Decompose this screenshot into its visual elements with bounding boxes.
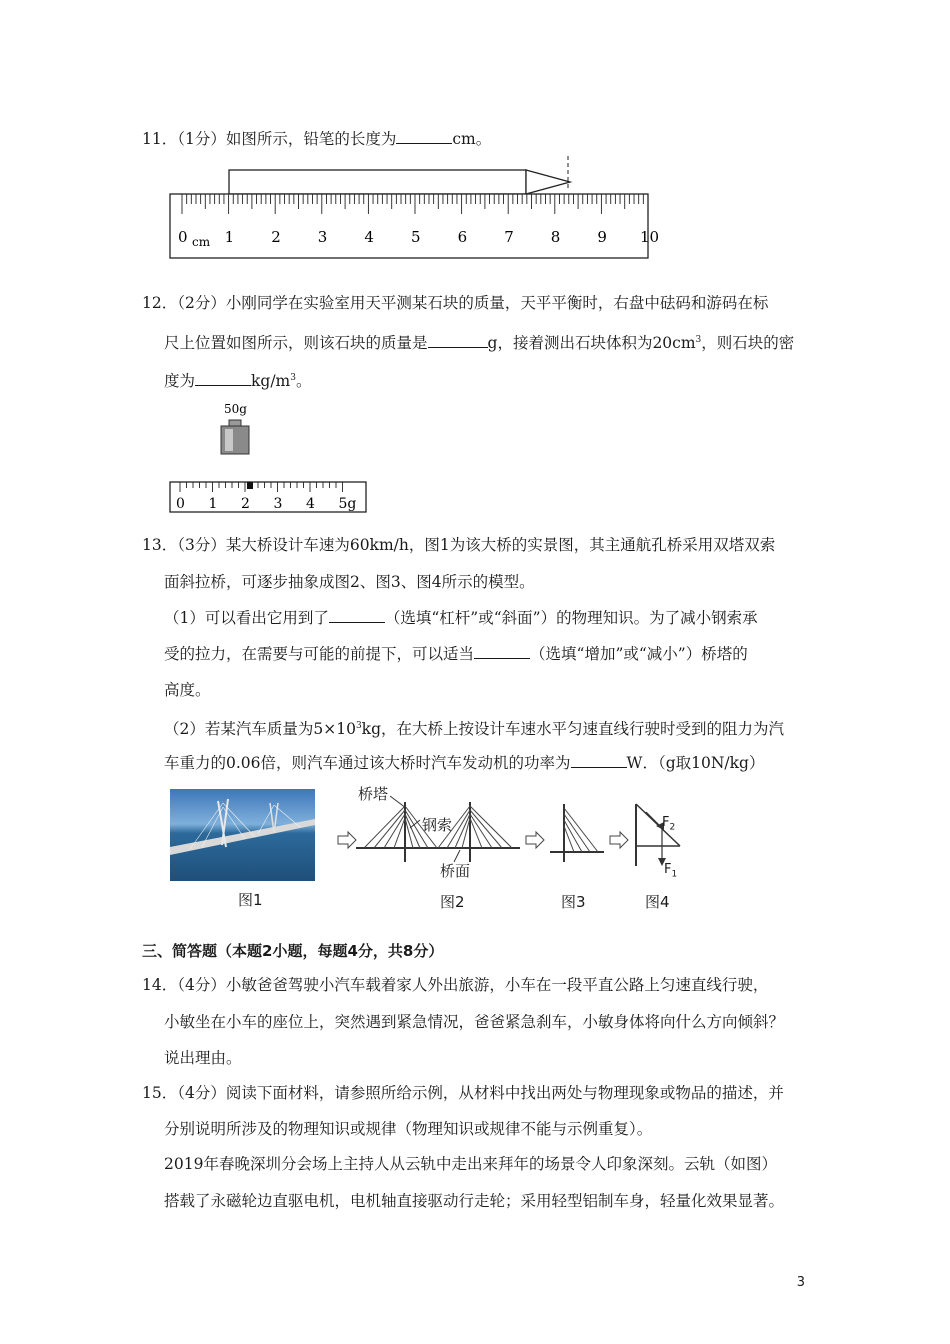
q13-line4: 受的拉力，在需要与可能的前提下，可以适当 （选填“增加”或“减小”）桥塔的 xyxy=(164,642,748,665)
q13-line1: 13．（3分）某大桥设计车速为60km/h，图1为该大桥的实景图，其主通航孔桥采用双塔双索 xyxy=(142,536,776,554)
q12-line3: 度为 $kg/m^3$。 xyxy=(164,367,312,392)
ruler-tick-label: 7 xyxy=(504,228,514,246)
q14-line2: 小敏坐在小车的座位上，突然遇到紧急情况，爸爸紧急刹车，小敏身体将向什么方向倾斜？ xyxy=(164,1013,785,1031)
q15-line2: 分别说明所涉及的物理知识或规律（物理知识或规律不能与示例重复）。 xyxy=(164,1120,653,1138)
ruler-tick-label: 2 xyxy=(271,228,281,246)
ruler-tick-label: 4 xyxy=(364,228,374,246)
ruler-tick-label: 3 xyxy=(317,228,328,246)
arrow-icon xyxy=(338,832,356,848)
bridge-photo xyxy=(170,789,315,881)
scale-tick-label: 2 xyxy=(241,496,250,512)
fig3-label: 图3 xyxy=(561,893,586,911)
rider-marker xyxy=(247,482,253,489)
label-deck: 桥面 xyxy=(440,862,471,880)
label-tower: 桥塔 xyxy=(358,785,389,803)
ruler-tick-label: 0 xyxy=(178,228,188,246)
ruler-pencil-figure xyxy=(168,152,660,262)
answer-blank[interactable] xyxy=(428,331,488,348)
balance-scale-figure xyxy=(168,398,368,516)
ruler-tick-label: 9 xyxy=(597,228,607,246)
ruler-tick-label: 8 xyxy=(550,228,561,246)
answer-blank[interactable] xyxy=(329,606,385,623)
scale-tick-label: 1 xyxy=(208,496,218,512)
fig1-label: 图1 xyxy=(238,891,263,909)
ruler-tick-label: 6 xyxy=(457,228,468,246)
q13-line2: 面斜拉桥，可逐步抽象成图2、图3、图4所示的模型。 xyxy=(164,573,535,591)
bridge-deck xyxy=(170,819,315,855)
arrow-icon xyxy=(526,832,544,848)
answer-blank[interactable] xyxy=(571,751,627,768)
q13-line3: （1）可以看出它用到了 （选填“杠杆”或“斜面”）的物理知识。为了减小钢索承 xyxy=(164,606,758,629)
q13-line7: 车重力的0.06倍，则汽车通过该大桥时汽车发动机的功率为 W．（g取10N/kg） xyxy=(164,751,764,774)
scale-tick-label: 5g xyxy=(338,496,357,512)
fig4-label: 图4 xyxy=(645,893,670,911)
page-number: 3 xyxy=(796,1275,805,1290)
fig2-label: 图2 xyxy=(440,893,465,911)
scale-tick-label: 4 xyxy=(306,496,315,512)
label-cable: 钢索 xyxy=(422,816,453,834)
ruler-tick-label: 1 xyxy=(224,228,235,246)
section-heading: 三、简答题（本题2小题，每题4分，共8分） xyxy=(142,942,444,960)
weight-label: 50g xyxy=(224,402,247,416)
q12-line1: 12．（2分）小刚同学在实验室用天平测某石块的质量，天平平衡时，右盘中砝码和游码在标 xyxy=(142,294,769,312)
q14-line3: 说出理由。 xyxy=(164,1049,242,1067)
label-f2: $F_2$ xyxy=(662,815,676,833)
weight-knob xyxy=(229,420,241,426)
pencil-tip xyxy=(526,170,570,194)
pencil-body xyxy=(229,170,526,194)
q13-line6: （2）若某汽车质量为$5\times 10^3kg$，在大桥上按设计车速水平匀速直线行驶时受到的阻力为汽 xyxy=(164,720,784,739)
q15-line4: 搭载了永磁轮边直驱电机，电机轴直接驱动行走轮；采用轻型铝制车身，轻量化效果显著。 xyxy=(164,1192,785,1210)
answer-blank[interactable] xyxy=(396,127,452,144)
arrow-icon xyxy=(610,832,628,848)
answer-blank[interactable] xyxy=(474,642,530,659)
ruler-tick-label: 10 xyxy=(640,228,660,246)
leader-tower xyxy=(390,796,406,808)
weight-highlight xyxy=(225,429,233,451)
q12-line2: 尺上位置如图所示，则该石块的质量是 g，接着测出石块体积为$20cm^3$，则石块的密 xyxy=(164,329,794,354)
q15-line3: 2019年春晚深圳分会场上主持人从云轨中走出来拜年的场景令人印象深刻。云轨（如图） xyxy=(164,1155,777,1173)
ruler-tick-label: 5 xyxy=(411,228,421,246)
scale-tick-label: 3 xyxy=(273,496,283,512)
q13-line5: 高度。 xyxy=(164,681,211,699)
q11-text: 11．（1分）如图所示，铅笔的长度为 cm。 xyxy=(142,127,491,150)
answer-blank[interactable] xyxy=(195,369,251,386)
ruler-unit: cm xyxy=(192,235,211,249)
label-f1: $F_1$ xyxy=(664,862,678,880)
q14-line1: 14．（4分）小敏爸爸驾驶小汽车载着家人外出旅游，小车在一段平直公路上匀速直线行驶， xyxy=(142,976,769,994)
ruler-body xyxy=(170,194,648,258)
q15-line1: 15．（4分）阅读下面材料，请参照所给示例，从材料中找出两处与物理现象或物品的描述，并 xyxy=(142,1084,784,1102)
scale-tick-label: 0 xyxy=(176,496,185,512)
